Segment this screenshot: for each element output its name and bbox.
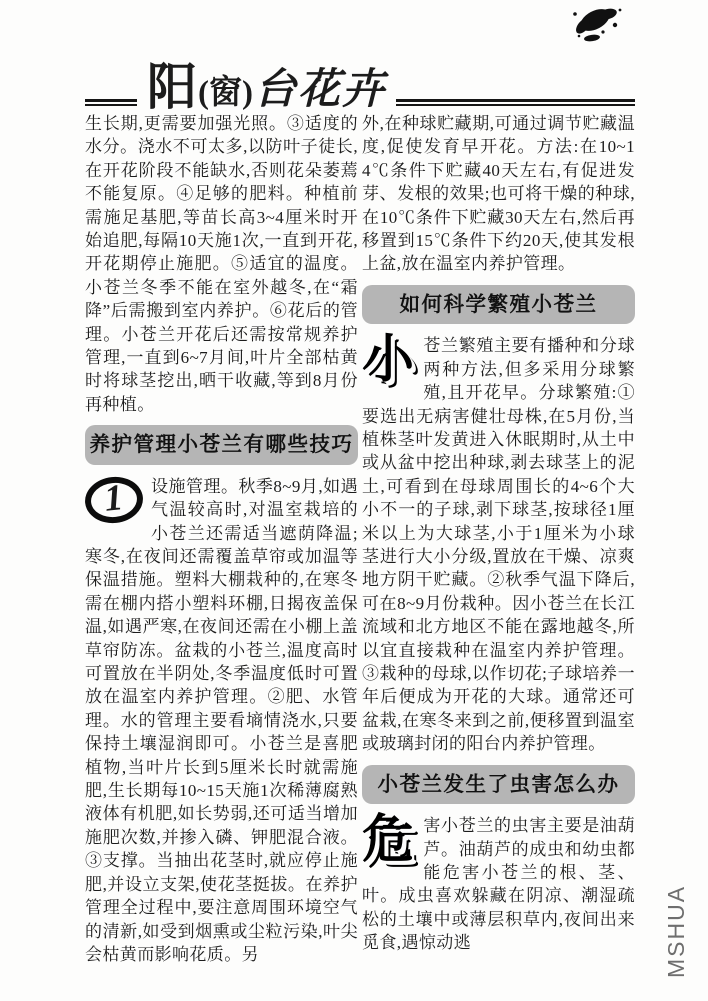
page-header xyxy=(85,52,635,115)
page-title-main: 阳 xyxy=(147,59,195,115)
left-column xyxy=(85,112,358,966)
dropcap-char-wei: 危 xyxy=(362,812,415,870)
header-rule-right xyxy=(396,99,635,106)
page-title-rest: 台花卉 xyxy=(253,67,386,113)
page-title-paren: (窗) xyxy=(198,75,253,111)
paragraph-text: 苍兰繁殖主要有播种和分球两种方法,但多采用分球繁殖,且开花早。分球繁殖:①要选出无病害健壮母株,在5月份,当植株茎叶发黄进入休眠期时,从土中或从盆中挖出种球,剥去球茎上的泥土,可看到在母球周围长的4~6个大小不一的子球,剥下球茎,按球径1厘米以上为大球茎,小于1厘米为小球茎进行大小分级,置放在干燥、凉爽地方阴干贮藏。②秋季气温下降后,可在8~9月份栽种。因小苍兰在长江流域和北方地区不能在露地越冬,所以宜直接栽种在温室内养护管理。③栽种的母球,以作切花;子球培养一年后便成为开花的大球。通常还可盆栽,在寒冬来到之前,便移置到温室或玻璃封闭的阳台内养护管理。 xyxy=(362,336,635,754)
body-paragraph xyxy=(85,475,358,967)
body-paragraph xyxy=(362,814,635,954)
section-title-care-tips: 养护管理小苍兰有哪些技巧 xyxy=(85,425,358,465)
body-paragraph xyxy=(362,334,635,755)
right-column xyxy=(362,112,635,955)
body-paragraph: 生长期,更需要加强光照。③适度的水分。浇水不可太多,以防叶子徒长,在开花阶段不能缺水,否则花朵萎蔫不能复原。④足够的肥料。种植前需施足基肥,等苗长高3~4厘米时开始追肥,每隔10天施1次,一直到开花,开花期停止施肥。⑤适宜的温度。小苍兰冬季不能在室外越冬,在“霜降”后需搬到室内养护。⑥花后的管理。小苍兰开花后还需按常规养护管理,一直到6~7月间,叶片全部枯黄时将球茎挖出,晒干收藏,等到8月份再种植。 xyxy=(85,114,358,414)
dropcap-numeral-1: 1 xyxy=(83,474,145,526)
section-title-pests: 小苍兰发生了虫害怎么办 xyxy=(362,765,635,805)
paragraph-text: 设施管理。秋季8~9月,如遇气温较高时,对温室栽培的小苍兰还需适当遮荫降温;寒冬,在夜间还需覆盖草帘或加温等保温措施。塑料大棚栽种的,在寒冬需在棚内搭小塑料环棚,日揭夜盖保温,如遇严寒,在夜间还需在小棚上盖草帘防冻。盆栽的小苍兰,温度高时可置放在半阴处,冬季温度低时可置放在温室内养护管理。②肥、水管理。水的管理主要看墒情浇水,只要保持土壤湿润即可。小苍兰是喜肥植物,当叶片长到5厘米长时就需施肥,生长期每10~15天施1次稀薄腐熟液体有机肥,如长势弱,还可适当增加施肥次数,并掺入磷、钾肥混合液。③支撑。当抽出花茎时,就应停止施肥,并设立支架,使花茎挺拔。在养护管理全过程中,要注意周围环境空气的清新,如受到烟熏或尘粒污染,叶尖会枯黄而影响花质。另 xyxy=(85,476,358,964)
paragraph-text: 害小苍兰的虫害主要是油葫芦。油葫芦的成虫和幼虫都能危害小苍兰的根、茎、叶。成虫喜欢躲藏在阴凉、潮湿疏松的土壤中或薄层积草内,夜间出来觅食,遇惊动逃 xyxy=(362,816,635,953)
header-rule-left xyxy=(85,99,137,106)
watermark: MSHUA xyxy=(663,884,689,978)
section-title-propagation: 如何科学繁殖小苍兰 xyxy=(362,285,635,325)
dropcap-char-xiao: 小 xyxy=(362,332,415,390)
ink-splash-ornament-icon xyxy=(565,0,627,50)
body-paragraph: 外,在种球贮藏期,可通过调节贮藏温度,促使发育早开花。方法:在10~14℃条件下贮藏40天左右,有促进发芽、发根的效果;也可将干燥的种球,在10℃条件下贮藏30天左右,然后再移置到15℃条件下约20天,使其发根上盆,放在温室内养护管理。 xyxy=(362,114,635,274)
page-title xyxy=(137,59,392,115)
